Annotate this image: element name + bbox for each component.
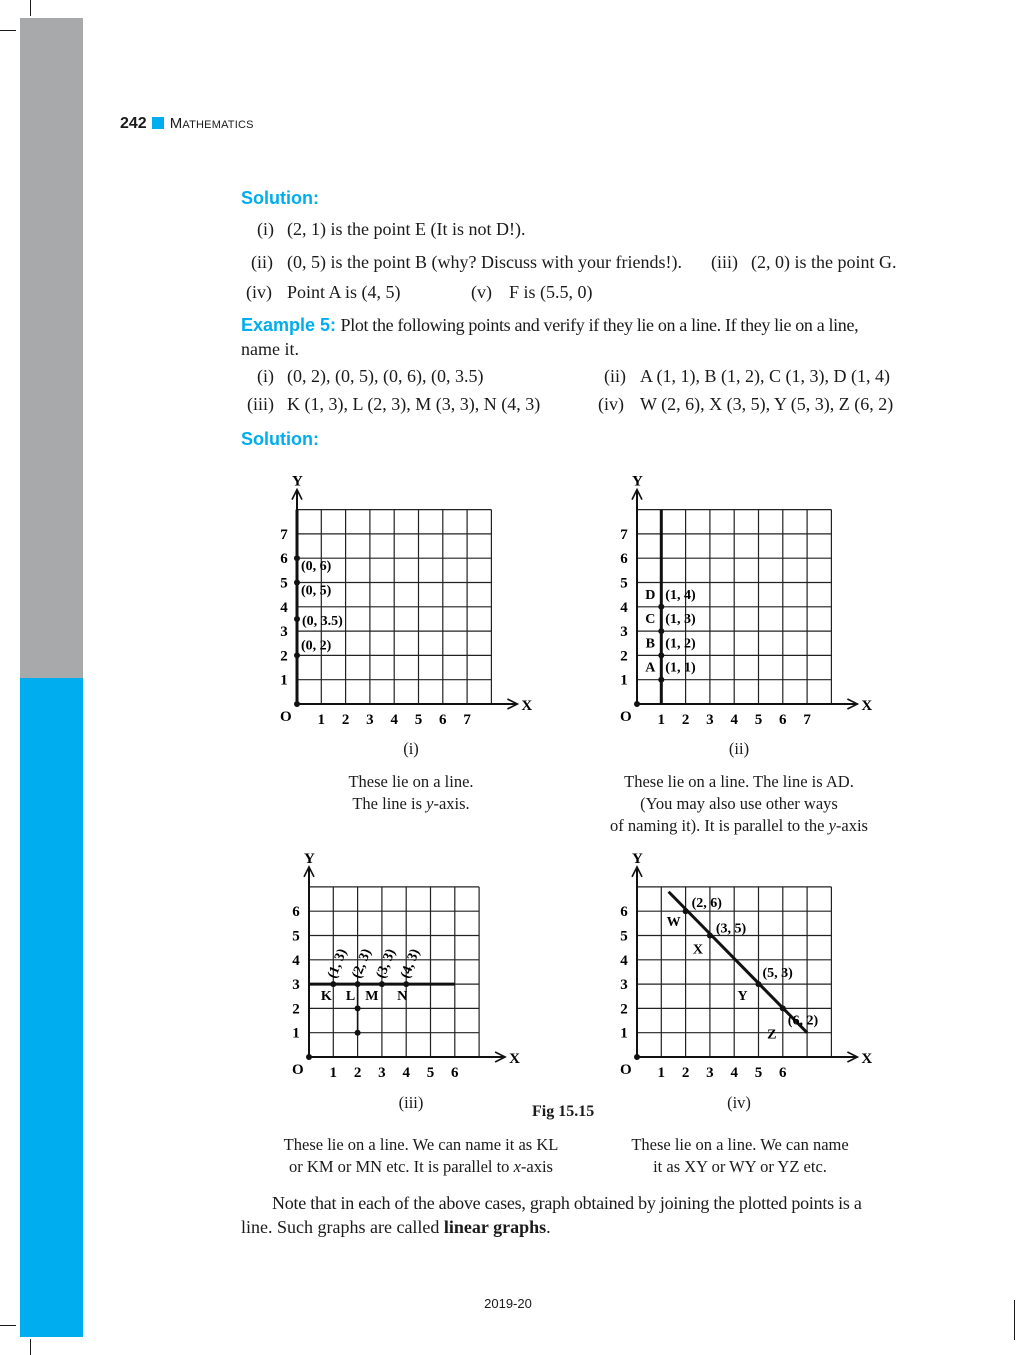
x-tick-label: 5 xyxy=(426,1065,435,1081)
point-coordinate-label: (1, 2) xyxy=(665,636,696,652)
data-point xyxy=(294,580,300,586)
x-tick-label: 1 xyxy=(329,1065,338,1081)
data-point xyxy=(756,981,762,987)
x-tick-label: 6 xyxy=(439,712,447,728)
origin-label: O xyxy=(620,1062,632,1078)
point-name-label: Z xyxy=(767,1027,777,1043)
graph-i xyxy=(280,474,532,728)
x-axis-label: X xyxy=(521,698,533,714)
graph-caption xyxy=(241,1134,601,1178)
caption-text: -axis xyxy=(520,1157,553,1176)
graph-iv xyxy=(620,851,872,1081)
item-number: (iii) xyxy=(711,252,738,272)
caption-italic: y xyxy=(426,794,434,813)
x-tick-label: 4 xyxy=(730,1065,738,1081)
y-tick-label: 6 xyxy=(292,904,300,921)
y-tick-label: 3 xyxy=(280,624,288,641)
data-point xyxy=(658,677,664,683)
caption-line: These lie on a line. The line is AD. xyxy=(624,772,854,791)
y-tick-label: 5 xyxy=(292,928,300,945)
graph-label: (i) xyxy=(403,739,419,758)
y-tick-label: 2 xyxy=(292,1001,300,1018)
x-axis-label: X xyxy=(509,1051,520,1067)
graph-caption xyxy=(291,771,531,815)
y-tick-label: 4 xyxy=(620,952,628,969)
caption-text: -axis. xyxy=(433,794,470,813)
point-coordinate-label: (0, 6) xyxy=(301,559,332,575)
caption-italic: y xyxy=(828,816,836,835)
x-tick-label: 2 xyxy=(681,1065,690,1081)
point-coordinate-label: (5, 3) xyxy=(762,966,793,982)
y-tick-label: 2 xyxy=(620,1001,628,1018)
data-point xyxy=(658,604,664,610)
y-tick-label: 1 xyxy=(280,672,288,689)
note-bold: linear graphs xyxy=(443,1217,547,1237)
caption-line: it as XY or WY or YZ etc. xyxy=(653,1157,827,1176)
caption-line: These lie on a line. We can name xyxy=(631,1135,849,1154)
x-tick-label: 6 xyxy=(779,712,787,728)
point-name-label: W xyxy=(666,915,681,931)
caption-text: or KM or MN etc. It is parallel to xyxy=(289,1157,514,1176)
point-coordinate-label: (3, 3) xyxy=(373,946,399,981)
caption-italic: x xyxy=(513,1157,521,1176)
origin-label: O xyxy=(292,1062,304,1078)
example-text: Plot the following points and verify if they lie on a line. If they lie on a line, xyxy=(340,315,859,335)
x-tick-label: 1 xyxy=(657,712,666,728)
solution-item-text: (2, 0) is the point G. xyxy=(751,252,897,272)
item-number: (ii) xyxy=(604,366,626,386)
note-line1: Note that in each of the above cases, graph obtained by joining the plotted points is a xyxy=(272,1193,862,1213)
item-number: (iv) xyxy=(246,282,272,302)
x-tick-label: 5 xyxy=(754,712,763,728)
footer-year: 2019-20 xyxy=(484,1296,532,1311)
x-tick-label: 2 xyxy=(353,1065,362,1081)
example-part-text: (0, 2), (0, 5), (0, 6), (0, 3.5) xyxy=(287,366,484,386)
y-axis-label: Y xyxy=(304,850,315,867)
data-point xyxy=(294,616,300,622)
data-point xyxy=(780,1005,786,1011)
solution-item-text: (0, 5) is the point B (why? Discuss with your friends!). xyxy=(287,252,682,272)
caption-line xyxy=(579,815,899,837)
y-tick-label: 4 xyxy=(620,599,628,616)
y-tick-label: 4 xyxy=(280,599,288,616)
y-tick-label: 7 xyxy=(620,526,628,543)
graph-caption xyxy=(579,771,899,837)
y-tick-label: 5 xyxy=(620,575,628,592)
point-coordinate-label: (0, 3.5) xyxy=(302,613,343,629)
point-coordinate-label: (0, 2) xyxy=(301,638,332,654)
data-point xyxy=(403,981,409,987)
data-point xyxy=(683,908,689,914)
x-tick-label: 3 xyxy=(706,1065,714,1081)
caption-line: These lie on a line. xyxy=(348,772,474,791)
x-tick-label: 2 xyxy=(341,712,350,728)
point-coordinate-label: (2, 3) xyxy=(349,946,375,981)
caption-line xyxy=(291,793,531,815)
item-number: (i) xyxy=(257,219,274,239)
y-tick-label: 3 xyxy=(620,624,628,641)
x-tick-label: 4 xyxy=(730,712,738,728)
x-tick-label: 5 xyxy=(414,712,423,728)
x-tick-label: 5 xyxy=(754,1065,763,1081)
x-tick-label: 3 xyxy=(706,712,714,728)
example-5-line2: name it. xyxy=(241,339,299,359)
caption-text: of naming it). It is parallel to the xyxy=(610,816,829,835)
x-tick-label: 4 xyxy=(390,712,398,728)
point-coordinate-label: (2, 6) xyxy=(691,896,722,912)
x-tick-label: 4 xyxy=(402,1065,410,1081)
item-number: (v) xyxy=(471,282,492,302)
x-tick-label: 3 xyxy=(378,1065,386,1081)
x-tick-label: 7 xyxy=(463,712,471,728)
graph-label: (ii) xyxy=(728,739,750,758)
point-name-label: X xyxy=(692,942,703,958)
point-coordinate-label: (4, 3) xyxy=(398,946,424,981)
x-axis-label: X xyxy=(861,1051,873,1067)
solution-heading: Solution: xyxy=(241,429,319,449)
caption-line: (You may also use other ways xyxy=(640,794,838,813)
data-point xyxy=(658,652,664,658)
grid-dot xyxy=(355,1005,361,1011)
solution-item-text: Point A is (4, 5) xyxy=(287,282,401,302)
plotted-line xyxy=(666,892,808,1033)
y-tick-label: 5 xyxy=(280,575,288,592)
point-name-label: M xyxy=(365,989,379,1005)
graph-ii xyxy=(620,474,872,728)
y-tick-label: 6 xyxy=(620,904,628,921)
origin-point xyxy=(634,1054,640,1060)
point-name-label: K xyxy=(320,989,332,1005)
graph-label: (iii) xyxy=(398,1093,424,1112)
y-axis-label: Y xyxy=(632,473,643,490)
example-label: Example 5: xyxy=(241,315,337,335)
y-axis-label: Y xyxy=(632,850,643,867)
item-number: (iii) xyxy=(247,394,274,414)
x-tick-label: 6 xyxy=(779,1065,787,1081)
x-tick-label: 6 xyxy=(451,1065,459,1081)
point-coordinate-label: (1, 1) xyxy=(665,660,696,676)
origin-label: O xyxy=(280,709,292,725)
y-tick-label: 2 xyxy=(280,648,288,665)
y-axis-label: Y xyxy=(292,473,303,490)
origin-label: O xyxy=(620,709,632,725)
example-part-text: W (2, 6), X (3, 5), Y (5, 3), Z (6, 2) xyxy=(640,394,894,414)
data-point xyxy=(294,555,300,561)
point-coordinate-label: (0, 5) xyxy=(301,583,332,599)
x-tick-label: 1 xyxy=(317,712,326,728)
y-tick-label: 7 xyxy=(280,526,288,543)
y-tick-label: 6 xyxy=(280,551,288,568)
example-part-text: A (1, 1), B (1, 2), C (1, 3), D (1, 4) xyxy=(640,366,890,386)
note-text: line. Such graphs are called xyxy=(241,1217,444,1237)
point-name-label: B xyxy=(645,636,655,652)
x-tick-label: 7 xyxy=(803,712,811,728)
graph-iii xyxy=(292,851,520,1081)
origin-point xyxy=(306,1054,312,1060)
y-tick-label: 1 xyxy=(620,672,628,689)
y-tick-label: 2 xyxy=(620,648,628,665)
x-tick-label: 2 xyxy=(681,712,690,728)
note-line2 xyxy=(241,1216,551,1238)
point-coordinate-label: (1, 3) xyxy=(325,946,351,981)
graph-caption xyxy=(590,1134,890,1178)
y-tick-label: 4 xyxy=(292,952,300,969)
y-tick-label: 1 xyxy=(292,1025,300,1042)
subject-title: Mathematics xyxy=(169,115,254,132)
figure-label: Fig 15.15 xyxy=(532,1103,595,1120)
caption-text: The line is xyxy=(352,794,427,813)
point-name-label: C xyxy=(645,612,656,628)
solution-item-text: F is (5.5, 0) xyxy=(509,282,593,302)
point-name-label: Y xyxy=(737,989,748,1005)
item-number: (ii) xyxy=(251,252,273,272)
caption-text: -axis xyxy=(835,816,868,835)
example-part-text: K (1, 3), L (2, 3), M (3, 3), N (4, 3) xyxy=(287,394,541,414)
caption-line xyxy=(241,1156,601,1178)
point-coordinate-label: (6, 2) xyxy=(787,1013,819,1029)
data-point xyxy=(294,652,300,658)
point-coordinate-label: (3, 5) xyxy=(715,921,747,937)
item-number: (iv) xyxy=(598,394,624,414)
y-tick-label: 3 xyxy=(620,977,628,994)
origin-point xyxy=(634,701,640,707)
graph-label: (iv) xyxy=(727,1093,751,1112)
x-tick-label: 3 xyxy=(366,712,374,728)
y-tick-label: 5 xyxy=(620,928,628,945)
x-axis-label: X xyxy=(861,698,873,714)
item-number: (i) xyxy=(257,366,274,386)
page-number: 242 xyxy=(120,115,147,132)
y-tick-label: 1 xyxy=(620,1025,628,1042)
point-coordinate-label: (1, 3) xyxy=(665,612,696,628)
solution-item-text: (2, 1) is the point E (It is not D!). xyxy=(287,219,526,239)
data-point xyxy=(330,981,336,987)
data-point xyxy=(658,628,664,634)
x-tick-label: 1 xyxy=(657,1065,666,1081)
point-name-label: A xyxy=(645,660,656,676)
caption-line: These lie on a line. We can name it as KL xyxy=(283,1135,559,1154)
point-coordinate-label: (1, 4) xyxy=(665,587,696,603)
point-name-label: L xyxy=(345,989,356,1005)
point-name-label: N xyxy=(397,989,408,1005)
grid-dot xyxy=(355,1030,361,1036)
data-point xyxy=(707,933,713,939)
solution-heading: Solution: xyxy=(241,188,319,208)
data-point xyxy=(379,981,385,987)
note-text: . xyxy=(546,1217,551,1237)
point-name-label: D xyxy=(645,587,656,603)
y-tick-label: 3 xyxy=(292,977,300,994)
y-tick-label: 6 xyxy=(620,551,628,568)
